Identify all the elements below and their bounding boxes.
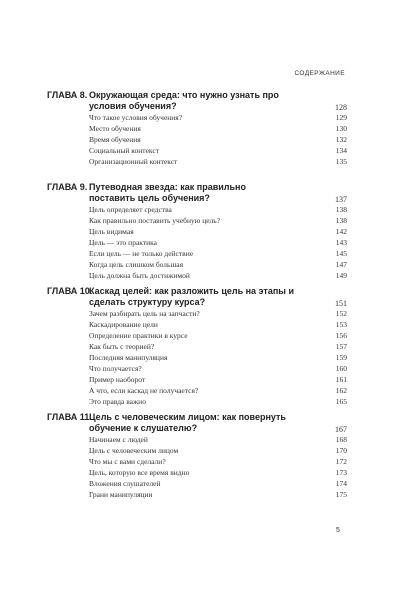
toc-entry	[89, 112, 347, 123]
entry-text: Как быть с теорией?	[89, 342, 155, 351]
entry-page: 161	[335, 375, 347, 384]
entry-text: Если цель — не только действие	[89, 249, 194, 258]
toc-entry	[89, 134, 347, 145]
toc-entry	[89, 330, 347, 341]
entry-text: Грани манипуляции	[89, 490, 153, 499]
toc-entry	[89, 270, 347, 281]
toc-entry	[89, 226, 347, 237]
entry-page: 142	[335, 227, 347, 236]
toc-entry	[89, 467, 347, 478]
chapter-label: ГЛАВА 8.	[47, 90, 88, 100]
entry-text: Цель видимая	[89, 227, 134, 236]
toc-entry	[89, 215, 347, 226]
entry-text: Определение практики в курсе	[89, 331, 188, 340]
entry-text: Время обучения	[89, 135, 141, 144]
entry-page: 130	[335, 124, 347, 133]
chapter-label: ГЛАВА 11.	[47, 412, 92, 422]
entry-text: Цель, которую все время видно	[89, 468, 190, 477]
chapter-page: 128	[335, 103, 347, 112]
entry-page: 129	[335, 113, 347, 122]
chapter-title: Каскад целей: как разложить цель на этапы и сделать структуру курса?	[89, 286, 294, 307]
entry-page: 134	[335, 146, 347, 155]
entry-text: Цель должна быть достижимой	[89, 271, 190, 280]
entry-text: Зачем разбирать цель на запчасти?	[89, 309, 200, 318]
entry-text: Вложения слушателей	[89, 479, 161, 488]
entry-page: 172	[335, 457, 347, 466]
entry-text: Что мы с вами сделали?	[89, 457, 166, 466]
entry-text: Как правильно поставить учебную цель?	[89, 216, 221, 225]
toc-entry	[89, 445, 347, 456]
entry-page: 157	[335, 342, 347, 351]
chapter-title-row	[89, 286, 347, 308]
entry-page: 175	[335, 490, 347, 499]
toc-entry	[89, 341, 347, 352]
toc-entry	[89, 489, 347, 500]
chapter-title-row	[89, 90, 347, 112]
chapter-8	[47, 90, 347, 167]
page-number: 5	[336, 527, 340, 534]
chapter-title-row	[89, 182, 347, 204]
entry-page: 168	[335, 435, 347, 444]
entry-page: 173	[335, 468, 347, 477]
toc-entry	[89, 434, 347, 445]
toc-entry	[89, 308, 347, 319]
chapter-title: Путеводная звезда: как правильно поставить цель обучения?	[89, 182, 246, 203]
entry-page: 170	[335, 446, 347, 455]
toc-entry	[89, 374, 347, 385]
toc-entry	[89, 237, 347, 248]
toc-entry	[89, 396, 347, 407]
entry-text: Что такое условия обучения?	[89, 113, 183, 122]
entry-text: Цель — это практика	[89, 238, 157, 247]
entry-page: 138	[335, 205, 347, 214]
chapter-title: Окружающая среда: что нужно узнать про условия обучения?	[89, 90, 279, 111]
section-list	[89, 112, 347, 167]
section-list	[89, 434, 347, 500]
chapter-title-row	[89, 412, 347, 434]
section-list	[89, 308, 347, 407]
entry-page: 143	[335, 238, 347, 247]
entry-page: 162	[335, 386, 347, 395]
chapter-11	[47, 412, 347, 500]
toc-entry	[89, 319, 347, 330]
toc-entry	[89, 363, 347, 374]
toc-entry	[89, 259, 347, 270]
section-list	[89, 204, 347, 281]
toc-entry	[89, 123, 347, 134]
entry-page: 132	[335, 135, 347, 144]
entry-page: 135	[335, 157, 347, 166]
entry-text: Начинаем с людей	[89, 435, 148, 444]
chapter-page: 167	[335, 425, 347, 434]
entry-page: 174	[335, 479, 347, 488]
chapter-10	[47, 286, 347, 407]
entry-page: 145	[335, 249, 347, 258]
entry-page: 147	[335, 260, 347, 269]
entry-page: 153	[335, 320, 347, 329]
entry-text: Место обучения	[89, 124, 141, 133]
chapter-label: ГЛАВА 9.	[47, 182, 88, 192]
entry-text: Последняя манипуляция	[89, 353, 168, 362]
chapter-9	[47, 182, 347, 281]
entry-page: 165	[335, 397, 347, 406]
toc-entry	[89, 204, 347, 215]
entry-page: 138	[335, 216, 347, 225]
chapter-page: 151	[335, 299, 347, 308]
entry-text: А что, если каскад не получается?	[89, 386, 199, 395]
toc-entry	[89, 248, 347, 259]
entry-text: Организационный контекст	[89, 157, 178, 166]
entry-page: 160	[335, 364, 347, 373]
entry-text: Цель с человеческим лицом	[89, 446, 179, 455]
entry-page: 149	[335, 271, 347, 280]
entry-page: 156	[335, 331, 347, 340]
chapter-page: 137	[335, 195, 347, 204]
toc-entry	[89, 385, 347, 396]
toc-entry	[89, 145, 347, 156]
entry-text: Цель определяет средства	[89, 205, 172, 214]
toc-entry	[89, 456, 347, 467]
running-header: СОДЕРЖАНИЕ	[294, 70, 345, 77]
entry-page: 152	[335, 309, 347, 318]
entry-page: 159	[335, 353, 347, 362]
entry-text: Что получается?	[89, 364, 142, 373]
entry-text: Пример наоборот	[89, 375, 146, 384]
chapter-title: Цель с человеческим лицом: как повернуть обучение к слушателю?	[89, 412, 286, 433]
entry-text: Каскадирование цели	[89, 320, 158, 329]
toc-entry	[89, 478, 347, 489]
entry-text: Это правда важно	[89, 397, 146, 406]
entry-text: Социальный контекст	[89, 146, 159, 155]
toc-entry	[89, 156, 347, 167]
entry-text: Когда цель слишком большая	[89, 260, 184, 269]
toc-entry	[89, 352, 347, 363]
chapter-label: ГЛАВА 10.	[47, 286, 93, 296]
